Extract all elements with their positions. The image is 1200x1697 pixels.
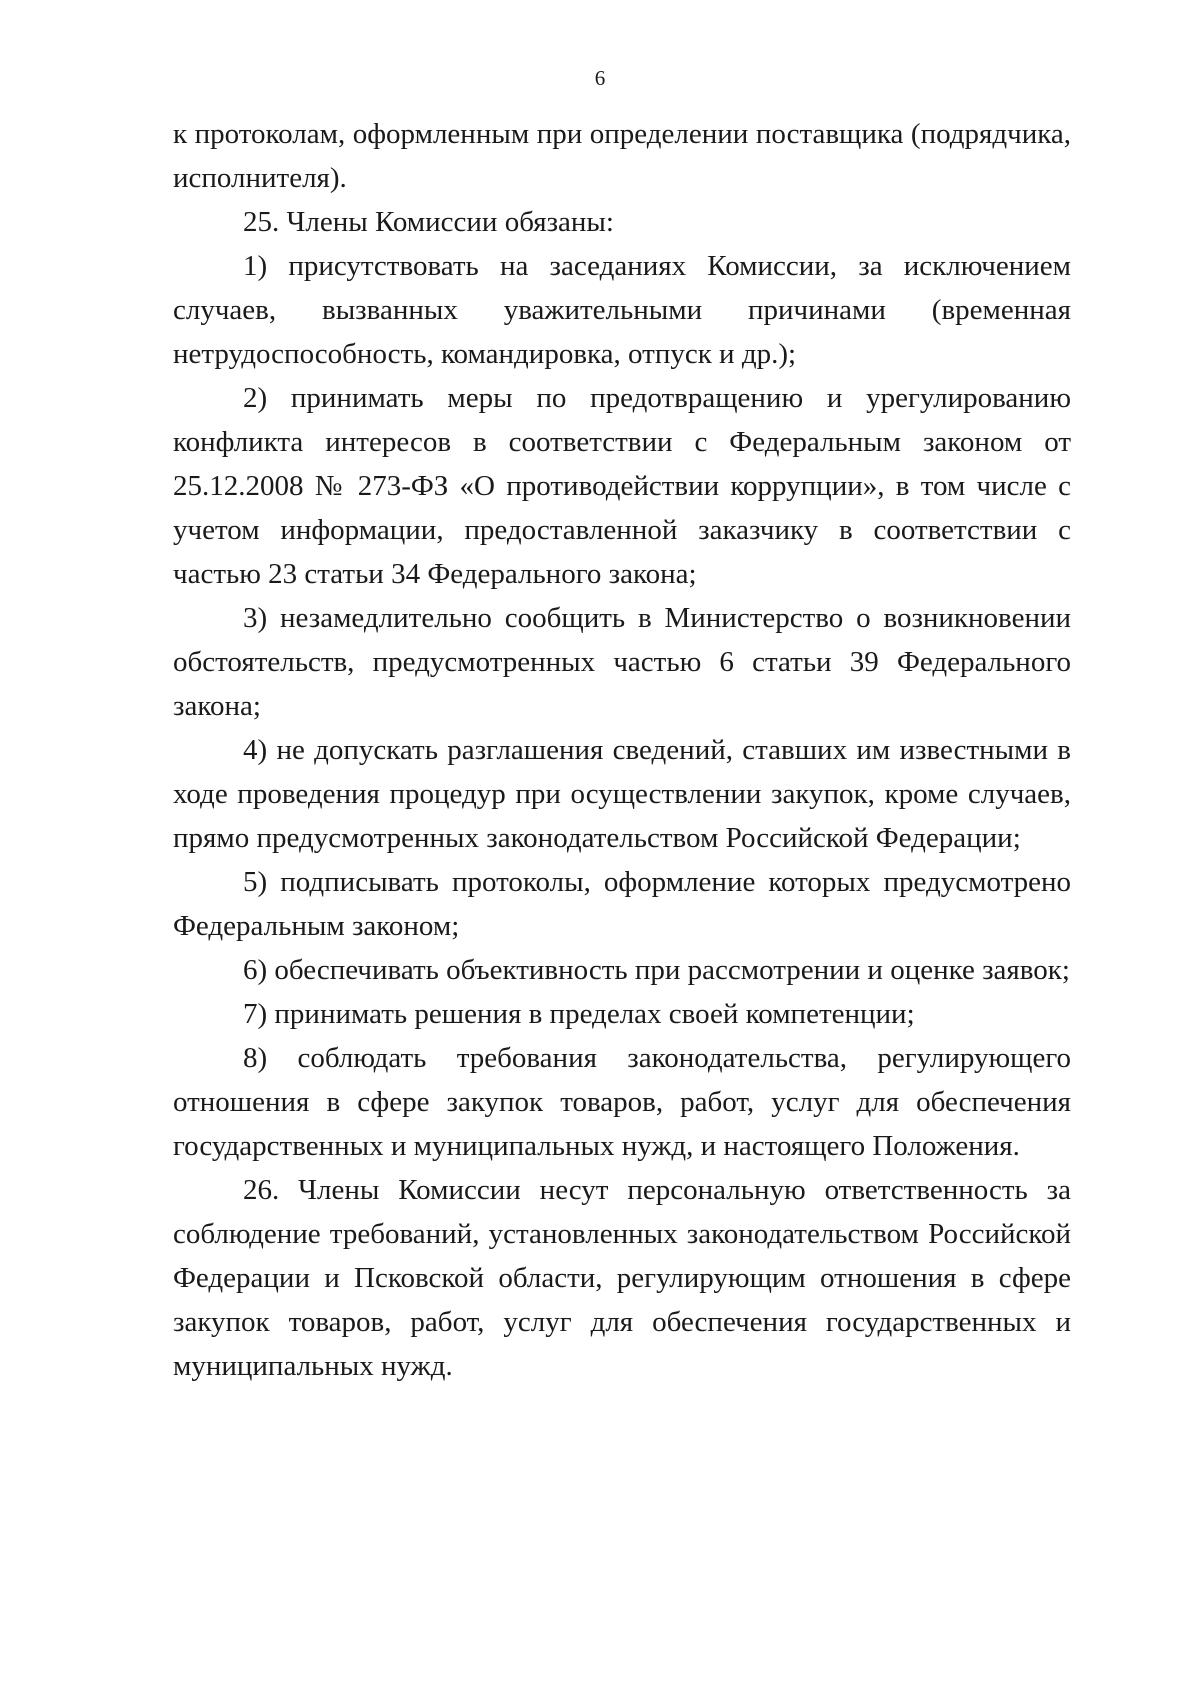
paragraph-item-7: 7) принимать решения в пределах своей компетенции; xyxy=(243,998,915,1030)
paragraph-clause-25: 25. Члены Комиссии обязаны: xyxy=(243,206,614,238)
document-body xyxy=(173,112,1071,1388)
paragraph-item-8: 8) соблюдать требования законодательства, регулирующего отношения в сфере закупок товаров, работ, услуг для обеспечения государственных и муниципальных нужд, и настоящего Положения. xyxy=(173,1042,1071,1162)
paragraph-item-6: 6) обеспечивать объективность при рассмотрении и оценке заявок; xyxy=(243,954,1070,986)
paragraph-item-1: 1) присутствовать на заседаниях Комиссии, за исключением случаев, вызванных уважительными причинами (временная нетрудоспособность, командировка, отпуск и др.); xyxy=(173,250,1071,370)
paragraph-continuation: к протоколам, оформленным при определении поставщика (подрядчика, исполнителя). xyxy=(173,118,1071,194)
paragraph-clause-26: 26. Члены Комиссии несут персональную ответственность за соблюдение требований, установленных законодательством Российской Федерации и Псковской области, регулирующим отношения в сфере закупок товаров, работ, услуг для обеспечения государственных и муниципальных нужд. xyxy=(173,1174,1071,1382)
page-number: 6 xyxy=(594,66,606,90)
paragraph-item-4: 4) не допускать разглашения сведений, ставших им известными в ходе проведения процедур при осуществлении закупок, кроме случаев, прямо предусмотренных законодательством Российской Федерации; xyxy=(173,734,1071,854)
paragraph-item-2: 2) принимать меры по предотвращению и урегулированию конфликта интересов в соответствии с Федеральным законом от 25.12.2008 № 273-ФЗ «О противодействии коррупции», в том числе с учетом информации, предоставленной заказчику в соответствии с частью 23 статьи 34 Федерального закона; xyxy=(173,382,1071,590)
paragraph-item-5: 5) подписывать протоколы, оформление которых предусмотрено Федеральным законом; xyxy=(173,866,1071,942)
paragraph-item-3: 3) незамедлительно сообщить в Министерство о возникновении обстоятельств, предусмотренных частью 6 статьи 39 Федерального закона; xyxy=(173,602,1071,722)
